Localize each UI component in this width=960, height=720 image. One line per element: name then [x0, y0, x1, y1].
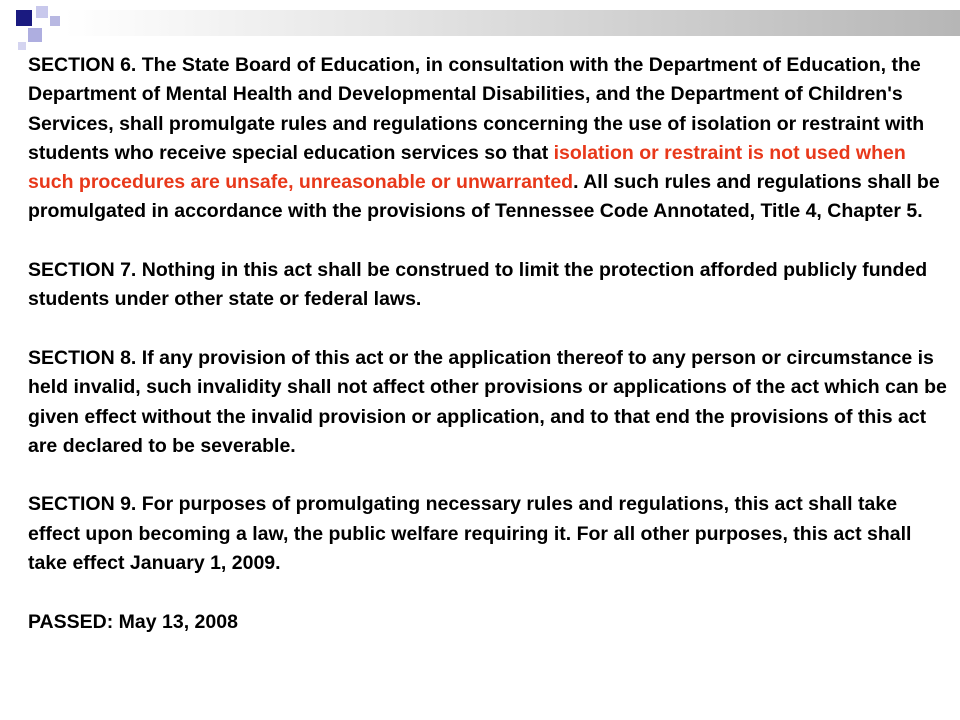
section-6-highlighted-text: isolation or restraint is not used when such procedures are unsafe, unreasonable or unwarranted	[28, 141, 906, 194]
slide-header-gradient-bar	[64, 10, 960, 36]
section-6-text-before: SECTION 6. The State Board of Education, in consultation with the Department of Education, the Department of Mental Health and Developmental Disabilities, and the Department of Children's Services, shall promulgate rules and regulations concerning the use of isolation or restraint with students who receive special education services so that	[28, 54, 925, 164]
section-7-paragraph: SECTION 7. Nothing in this act shall be construed to limit the protection afforded publicly funded students under other state or federal laws.	[28, 259, 928, 311]
decorative-square	[28, 28, 42, 42]
decorative-square	[50, 16, 60, 26]
section-9-paragraph: SECTION 9. For purposes of promulgating necessary rules and regulations, this act shall take effect upon becoming a law, the public welfare requiring it. For all other purposes, this act shall take effect January 1, 2009.	[28, 493, 912, 575]
section-6-text-after: . All such rules and regulations shall be promulgated in accordance with the provisions of Tennessee Code Annotated, Title 4, Chapter 5.	[28, 171, 940, 223]
decorative-square	[18, 42, 26, 50]
passed-date-line: PASSED: May 13, 2008	[28, 610, 238, 633]
decorative-square	[16, 10, 32, 26]
section-8-paragraph: SECTION 8. If any provision of this act or the application thereof to any person or circumstance is held invalid, such invalidity shall not affect other provisions or applications of the act which can be given effect without the invalid provision or application, and to that end the provisions of this act are declared to be severable.	[28, 346, 947, 457]
document-body	[28, 51, 948, 637]
section-6-paragraph	[28, 51, 948, 227]
decorative-square	[36, 6, 48, 18]
